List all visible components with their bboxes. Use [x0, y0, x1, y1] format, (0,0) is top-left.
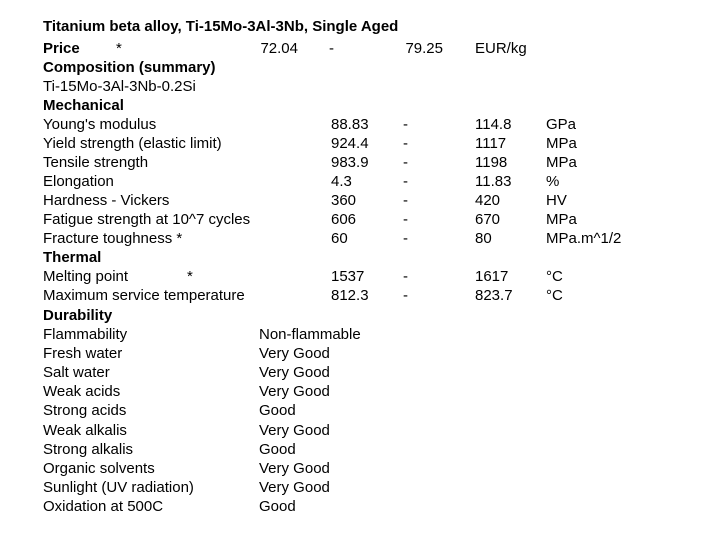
price-row	[0, 39, 720, 58]
durability-value: Very Good	[259, 383, 330, 400]
property-unit: MPa.m^1/2	[546, 230, 622, 247]
durability-value: Non-flammable	[259, 326, 361, 343]
thermal-heading-row	[0, 248, 720, 267]
durability-label: Sunlight (UV radiation)	[43, 479, 194, 496]
durability-heading: Durability	[43, 307, 113, 324]
property-unit: HV	[546, 192, 567, 209]
property-unit: %	[546, 173, 560, 190]
property-unit: °C	[546, 268, 563, 285]
property-low: 983.9	[331, 154, 369, 171]
property-unit: MPa	[546, 211, 577, 228]
property-unit: MPa	[546, 154, 577, 171]
property-low: 1537	[331, 268, 365, 285]
durability-label: Weak acids	[43, 383, 121, 400]
mechanical-row	[0, 191, 720, 210]
property-low: 88.83	[331, 116, 369, 133]
property-label: Maximum service temperature	[43, 287, 245, 304]
property-high: 11.83	[475, 173, 512, 190]
property-label: Tensile strength	[43, 154, 149, 171]
property-high: 1117	[475, 135, 507, 152]
durability-label: Oxidation at 500C	[43, 498, 164, 515]
mechanical-row	[0, 115, 720, 134]
property-label: Young's modulus	[43, 116, 157, 133]
mechanical-row	[0, 210, 720, 229]
durability-row	[0, 344, 720, 363]
title-row	[0, 17, 720, 36]
mechanical-row	[0, 153, 720, 172]
range-dash: -	[403, 230, 408, 247]
property-label: Melting point	[43, 268, 129, 285]
property-low: 60	[331, 230, 348, 247]
property-label: Yield strength (elastic limit)	[43, 135, 222, 152]
mechanical-row	[0, 172, 720, 191]
durability-value: Good	[259, 498, 296, 515]
page-title: Titanium beta alloy, Ti-15Mo-3Al-3Nb, Single Aged	[43, 18, 399, 35]
durability-heading-row	[0, 306, 720, 325]
composition-value-row	[0, 77, 720, 96]
durability-label: Strong acids	[43, 402, 127, 419]
thermal-row	[0, 286, 720, 305]
durability-row	[0, 382, 720, 401]
durability-value: Very Good	[259, 364, 330, 381]
durability-value: Very Good	[259, 479, 330, 496]
property-label: Fracture toughness *	[43, 230, 183, 247]
property-unit: GPa	[546, 116, 577, 133]
mechanical-heading-row	[0, 96, 720, 115]
durability-row	[0, 497, 720, 516]
durability-value: Good	[259, 402, 296, 419]
price-high: 79.25	[405, 40, 443, 57]
price-low: 72.04	[260, 40, 298, 57]
durability-value: Good	[259, 441, 296, 458]
property-low: 812.3	[331, 287, 369, 304]
durability-label: Strong alkalis	[43, 441, 134, 458]
property-unit: °C	[546, 287, 563, 304]
range-dash: -	[403, 154, 408, 171]
durability-row	[0, 440, 720, 459]
property-low: 360	[331, 192, 357, 209]
durability-row	[0, 325, 720, 344]
durability-row	[0, 478, 720, 497]
thermal-heading: Thermal	[43, 249, 102, 266]
range-dash: -	[403, 135, 408, 152]
range-dash: -	[403, 192, 408, 209]
property-high: 1198	[475, 154, 508, 171]
durability-label: Fresh water	[43, 345, 123, 362]
property-unit: MPa	[546, 135, 577, 152]
thermal-row	[0, 267, 720, 286]
durability-value: Very Good	[259, 422, 330, 439]
durability-value: Very Good	[259, 460, 330, 477]
durability-row	[0, 401, 720, 420]
durability-row	[0, 363, 720, 382]
property-high: 670	[475, 211, 501, 228]
property-high: 114.8	[475, 116, 512, 133]
durability-row	[0, 421, 720, 440]
range-dash: -	[403, 211, 408, 228]
mechanical-heading: Mechanical	[43, 97, 124, 114]
price-label: Price	[43, 40, 80, 57]
price-dash: -	[329, 40, 334, 57]
composition-value: Ti-15Mo-3Al-3Nb-0.2Si	[43, 78, 196, 95]
composition-heading-row	[0, 58, 720, 77]
range-dash: -	[403, 268, 408, 285]
range-dash: -	[403, 173, 408, 190]
price-unit: EUR/kg	[475, 40, 527, 57]
durability-row	[0, 459, 720, 478]
property-label: Elongation	[43, 173, 114, 190]
range-dash: -	[403, 287, 408, 304]
property-high: 823.7	[475, 287, 513, 304]
price-star: *	[116, 40, 122, 57]
durability-value: Very Good	[259, 345, 330, 362]
mechanical-row	[0, 229, 720, 248]
property-high: 1617	[475, 268, 509, 285]
durability-label: Organic solvents	[43, 460, 155, 477]
mechanical-row	[0, 134, 720, 153]
property-low: 606	[331, 211, 357, 228]
property-low: 4.3	[331, 173, 352, 190]
durability-label: Weak alkalis	[43, 422, 127, 439]
durability-label: Salt water	[43, 364, 110, 381]
property-high: 80	[475, 230, 492, 247]
property-label: Fatigue strength at 10^7 cycles	[43, 211, 251, 228]
range-dash: -	[403, 116, 408, 133]
property-high: 420	[475, 192, 501, 209]
property-low: 924.4	[331, 135, 369, 152]
durability-label: Flammability	[43, 326, 128, 343]
composition-heading: Composition (summary)	[43, 59, 216, 76]
property-label: Hardness - Vickers	[43, 192, 170, 209]
property-star: *	[187, 268, 193, 285]
